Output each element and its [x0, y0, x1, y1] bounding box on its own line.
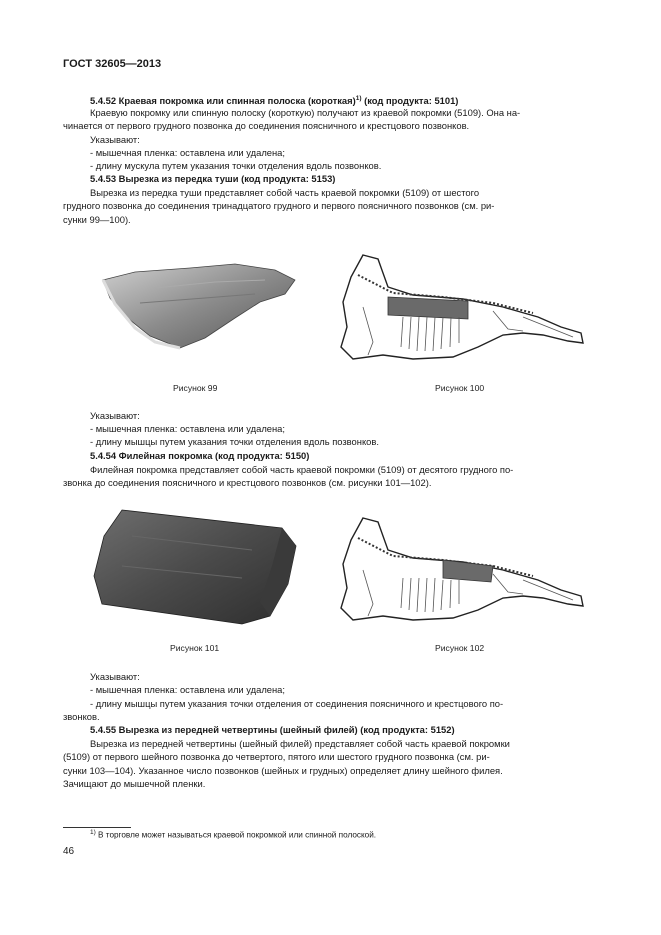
s5454-line2: звонка до соединения поясничного и крестцового позвонков (см. рисунки 101—102).	[63, 477, 432, 488]
s5452-line2: чинается от первого грудного позвонка до соединения поясничного и крестцового позвонков.	[63, 120, 470, 131]
figure-101-caption: Рисунок 101	[170, 643, 220, 653]
figure-99-image	[95, 258, 300, 353]
heading-code: (код продукта: 5101)	[361, 95, 459, 107]
block2-item1: - мышечная пленка: оставлена или удалена;	[90, 423, 285, 434]
s5455-line2: (5109) от первого шейного позвонка до четвертого, пятого или шестого грудного позвонка (см. ри-	[63, 751, 490, 762]
s5455-line3: сунки 103—104). Указанное число позвонков (шейных и грудных) определяет длину шейного филея.	[63, 765, 503, 776]
s5455-line1: Вырезка из передней четвертины (шейный филей) представляет собой часть краевой покромки	[90, 738, 510, 749]
s5452-indicate: Указывают:	[90, 134, 140, 145]
figure-101-image	[92, 506, 297, 626]
heading-text: 5.4.52 Краевая покромка или спинная полоска (короткая)	[90, 95, 356, 107]
s5452-item2: - длину мускула путем указания точки отделения вдоль позвонков.	[90, 160, 382, 171]
section-5455-heading: 5.4.55 Вырезка из передней четвертины (шейный филей) (код продукта: 5152)	[90, 724, 455, 735]
block3-item1: - мышечная пленка: оставлена или удалена;	[90, 684, 285, 695]
block2-indicate: Указывают:	[90, 410, 140, 421]
s5453-line1: Вырезка из передка туши представляет собой часть краевой покромки (5109) от шестого	[90, 187, 480, 198]
figure-102-image	[333, 512, 589, 630]
figure-100-image	[333, 247, 589, 369]
footnote-ref: 1)	[355, 95, 362, 102]
s5455-line4: Зачищают до мышечной пленки.	[63, 778, 206, 789]
section-5453-heading: 5.4.53 Вырезка из передка туши (код продукта: 5153)	[90, 173, 336, 184]
footnote	[90, 829, 376, 840]
block2-item2: - длину мышцы путем указания точки отделения вдоль позвонков.	[90, 436, 379, 447]
s5452-line1: Краевую покромку или спинную полоску (короткую) получают из краевой покромки (5109). Она на-	[90, 107, 521, 118]
s5453-line3: сунки 99—100).	[63, 214, 131, 225]
document-header: ГОСТ 32605—2013	[63, 58, 162, 70]
block3-indicate: Указывают:	[90, 671, 140, 682]
figure-100-caption: Рисунок 100	[435, 383, 485, 393]
footnote-text: В торговле может называться краевой покромкой или спинной полоской.	[95, 830, 377, 840]
block3-item2a: - длину мышцы путем указания точки отделения от соединения поясничного и крестцового по-	[90, 698, 504, 709]
s5454-line1: Филейная покромка представляет собой часть краевой покромки (5109) от десятого грудного по-	[90, 464, 514, 475]
section-5454-heading: 5.4.54 Филейная покромка (код продукта: 5150)	[90, 450, 310, 461]
footnote-mark: 1)	[90, 829, 96, 836]
figure-102-caption: Рисунок 102	[435, 643, 485, 653]
footnote-separator	[63, 827, 131, 828]
s5452-item1: - мышечная пленка: оставлена или удалена;	[90, 147, 285, 158]
s5453-line2: грудного позвонка до соединения тринадцатого грудного и первого поясничного позвонков (см. ри-	[63, 200, 495, 211]
block3-item2b: звонков.	[63, 711, 100, 722]
figure-99-caption: Рисунок 99	[173, 383, 218, 393]
page-number: 46	[63, 846, 75, 857]
